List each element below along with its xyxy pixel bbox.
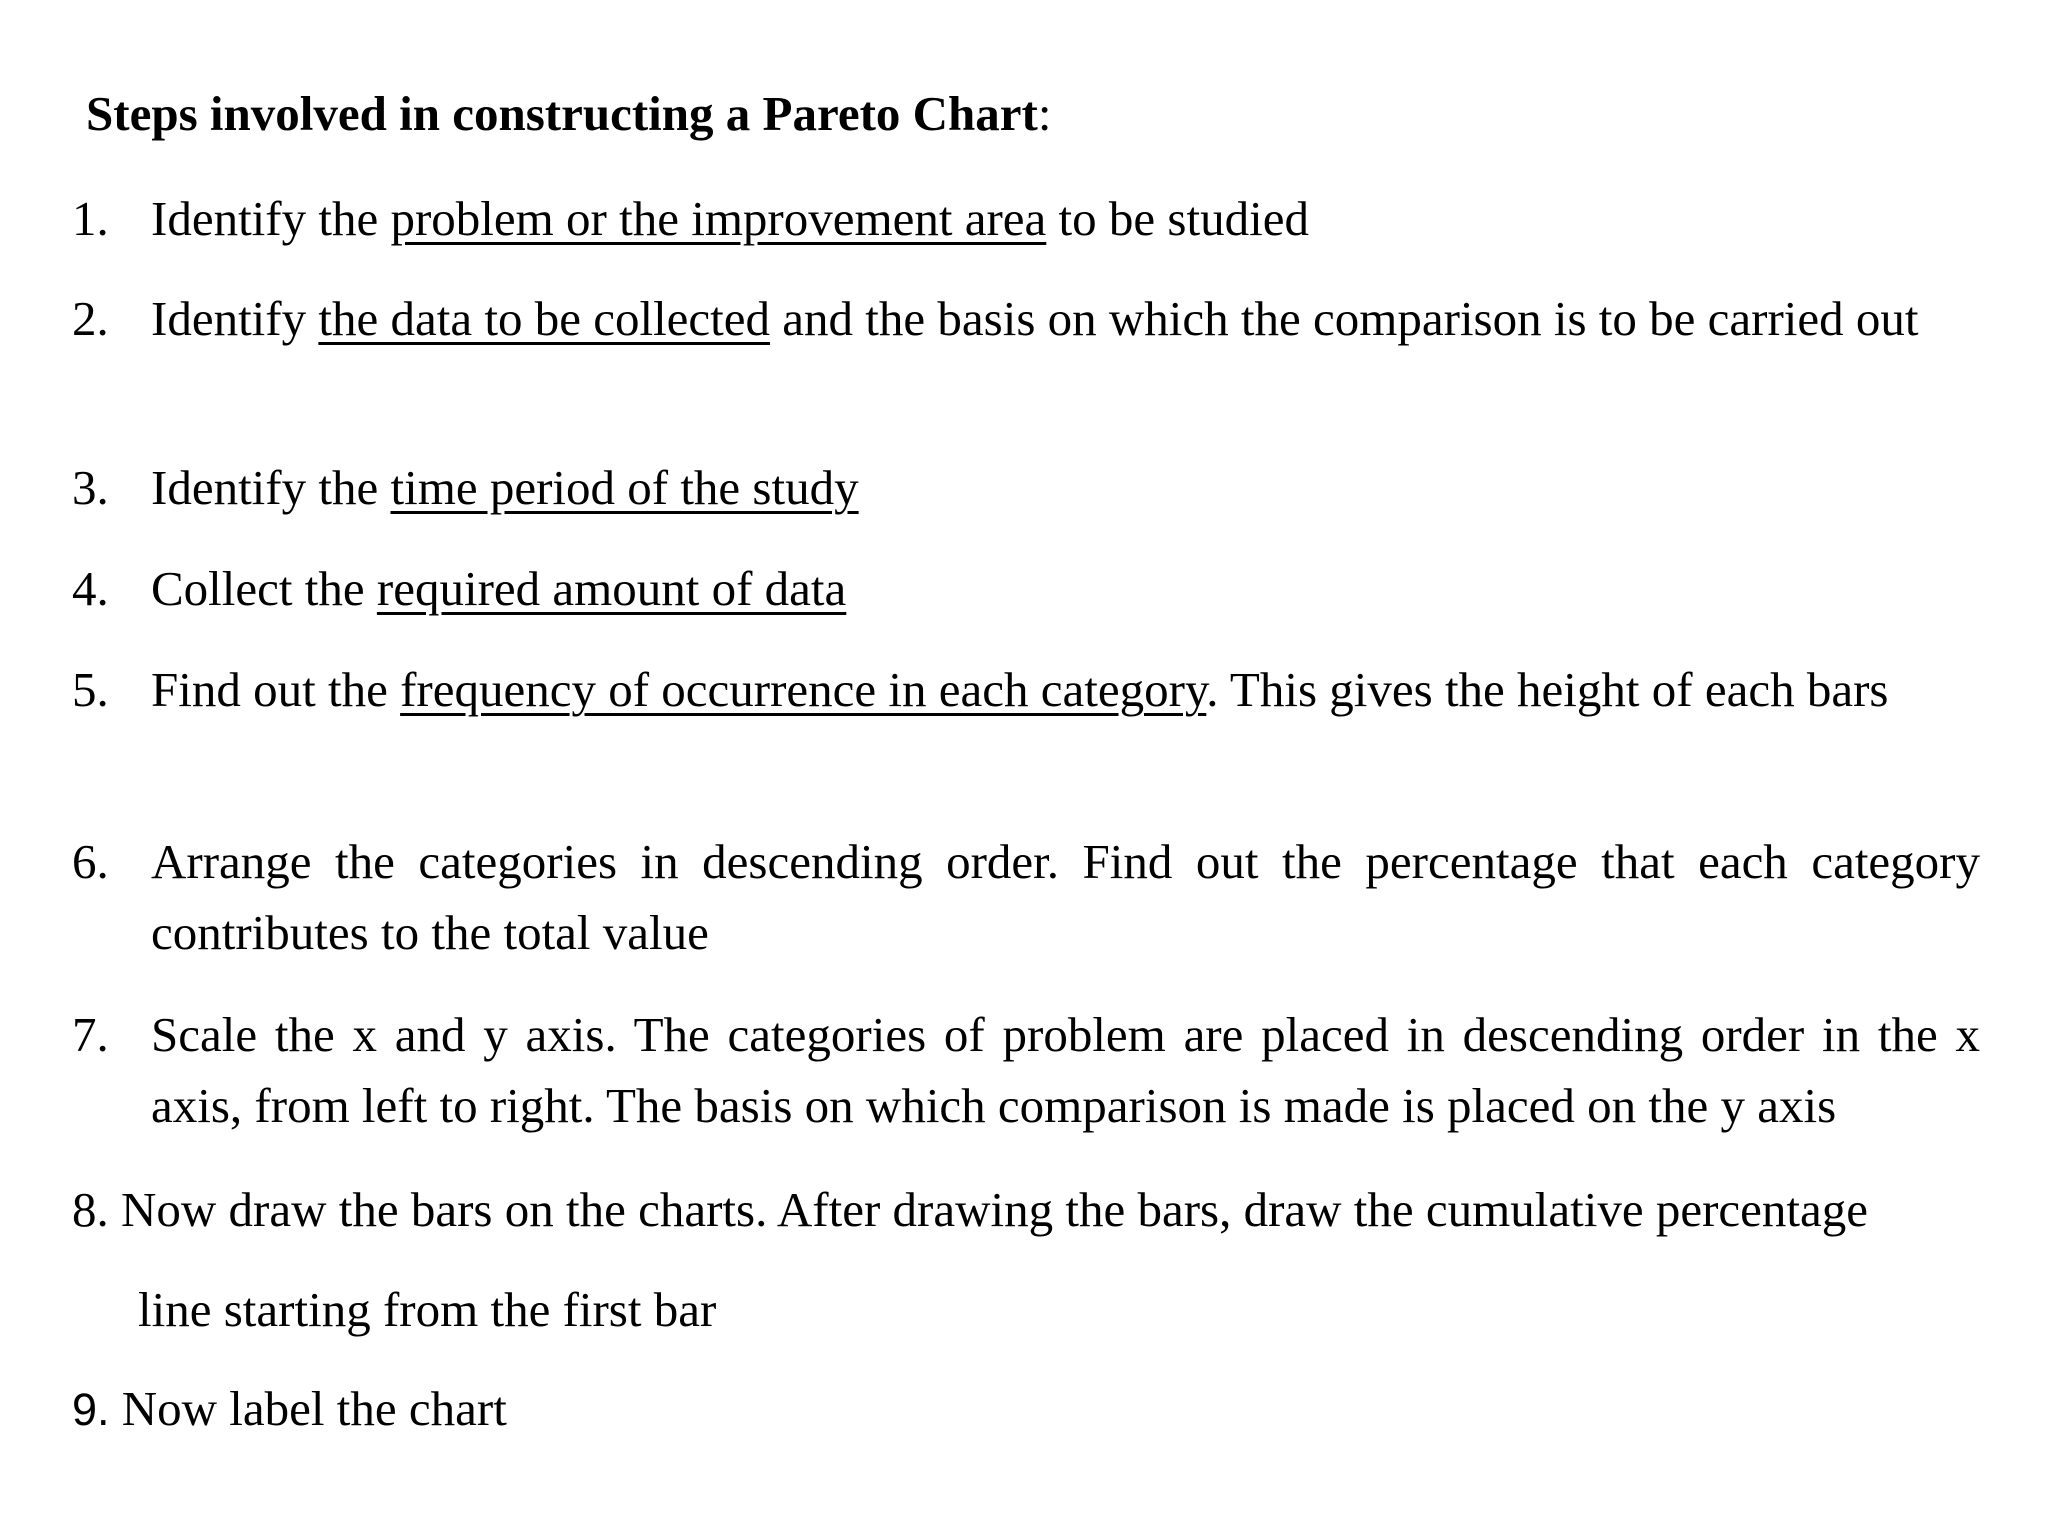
step-number: 2. (72, 291, 109, 346)
step-text (151, 553, 1980, 624)
step-text-before: Identify the (151, 191, 391, 246)
step-text-after: to be studied (1046, 191, 1309, 246)
step-number: 3. (72, 460, 109, 515)
step-8-continuation: line starting from the first bar (138, 1282, 717, 1337)
title-colon: : (1037, 86, 1052, 141)
step-number: 7. (72, 1007, 109, 1062)
step-number: 9. (72, 1384, 110, 1435)
step-number: 8. (72, 1182, 109, 1237)
step-text (151, 654, 1980, 725)
step-number: 1. (72, 191, 109, 246)
title-text: Steps involved in constructing a Pareto Chart (86, 86, 1038, 141)
step-underlined-text: required amount of data (376, 561, 847, 616)
page-title (86, 84, 1052, 144)
step-underlined-text: problem or the improvement area (390, 191, 1047, 246)
step-text-before: Collect the (151, 561, 377, 616)
step-number: 5. (72, 662, 109, 717)
step-text-before: Identify (151, 291, 319, 346)
step-text-line-1: Now draw the bars on the charts. After drawing the bars, draw the cumulative percentage (121, 1182, 1869, 1237)
step-text (151, 283, 1980, 354)
step-text: Now label the chart (121, 1381, 507, 1436)
step-text (151, 452, 1980, 523)
step-text: Arrange the categories in descending order. Find out the percentage that each category contributes to the total value (151, 834, 1980, 960)
step-text: Scale the x and y axis. The categories of problem are placed in descending order in the x axis, from left to right. The basis on which comparison is made is placed on the y axis (151, 1007, 1980, 1133)
step-underlined-text: time period of the study (390, 460, 859, 515)
step-text-after: . This gives the height of each bars (1206, 662, 1889, 717)
step-text-after: and the basis on which the comparison is to be carried out (770, 291, 1919, 346)
step-text-before: Identify the (151, 460, 391, 515)
step-underlined-text: the data to be collected (318, 291, 771, 346)
step-text (151, 183, 1980, 254)
step-number: 6. (72, 834, 109, 889)
step-9 (72, 1379, 507, 1440)
step-text-before: Find out the (151, 662, 401, 717)
step-number: 4. (72, 561, 109, 616)
step-underlined-text: frequency of occurrence in each category (400, 662, 1207, 717)
step-8 (72, 1180, 1868, 1240)
